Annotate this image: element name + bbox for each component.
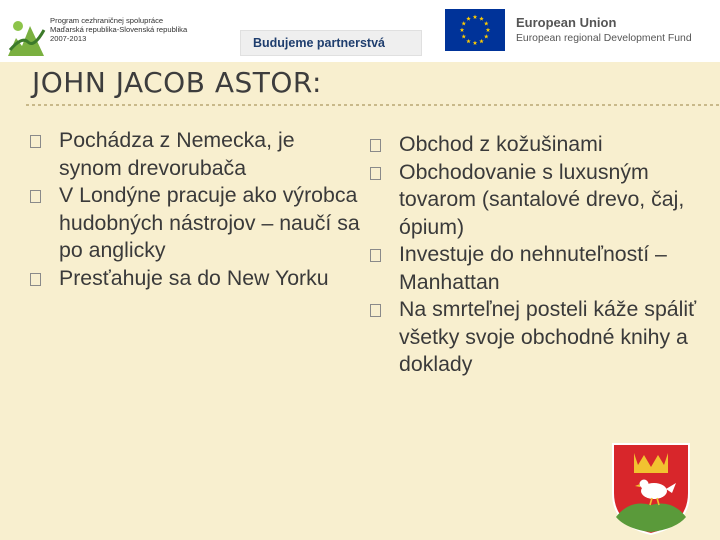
bullet-text: Na smrteľnej posteli káže spáliť všetky svoje obchodné knihy a doklady	[399, 297, 697, 376]
eu-title: European Union	[516, 15, 617, 30]
program-line-2: Maďarská republika-Slovenská republika	[50, 25, 188, 35]
left-bullet-item	[30, 182, 360, 265]
program-logo	[6, 14, 218, 62]
bullet-box-icon	[30, 135, 41, 148]
eu-subtitle: European regional Development Fund	[516, 33, 692, 44]
right-bullet-item	[370, 241, 715, 296]
header-banner	[0, 0, 720, 62]
left-bullet-item	[30, 127, 360, 182]
eu-flag-icon	[445, 9, 505, 51]
coat-of-arms-icon	[610, 441, 692, 536]
right-bullet-item	[370, 296, 715, 379]
bullet-box-icon	[30, 273, 41, 286]
bullet-text: Presťahuje sa do New Yorku	[59, 265, 329, 290]
left-bullet-item	[30, 265, 360, 293]
bullet-text: Investuje do nehnuteľností – Manhattan	[399, 242, 667, 294]
bullet-box-icon	[30, 190, 41, 203]
program-line-1: Program cezhraničnej spolupráce	[50, 16, 164, 25]
bullet-text: V Londýne pracuje ako výrobca hudobných nástrojov – naučí sa po anglicky	[59, 183, 360, 262]
right-bullet-list	[370, 131, 715, 379]
program-line-3: 2007-2013	[50, 34, 87, 44]
bullet-box-icon	[370, 249, 381, 262]
bullet-box-icon	[370, 139, 381, 152]
bullet-box-icon	[370, 167, 381, 180]
left-bullet-list	[30, 127, 360, 292]
title-divider	[26, 104, 720, 106]
program-logo-icon	[6, 16, 46, 60]
bullet-box-icon	[370, 304, 381, 317]
partnership-badge	[240, 30, 422, 56]
program-logo-text	[50, 16, 187, 44]
slide-title: JOHN JACOB ASTOR:	[32, 66, 322, 99]
bullet-text: Obchod z kožušinami	[399, 132, 603, 156]
right-bullet-item	[370, 159, 715, 242]
bullet-text: Pochádza z Nemecka, je synom drevorubača	[59, 128, 295, 180]
right-bullet-item	[370, 131, 715, 159]
partnership-label: Budujeme partnerstvá	[253, 36, 385, 50]
bullet-text: Obchodovanie s luxusným tovarom (santalové drevo, čaj, ópium)	[399, 159, 685, 239]
